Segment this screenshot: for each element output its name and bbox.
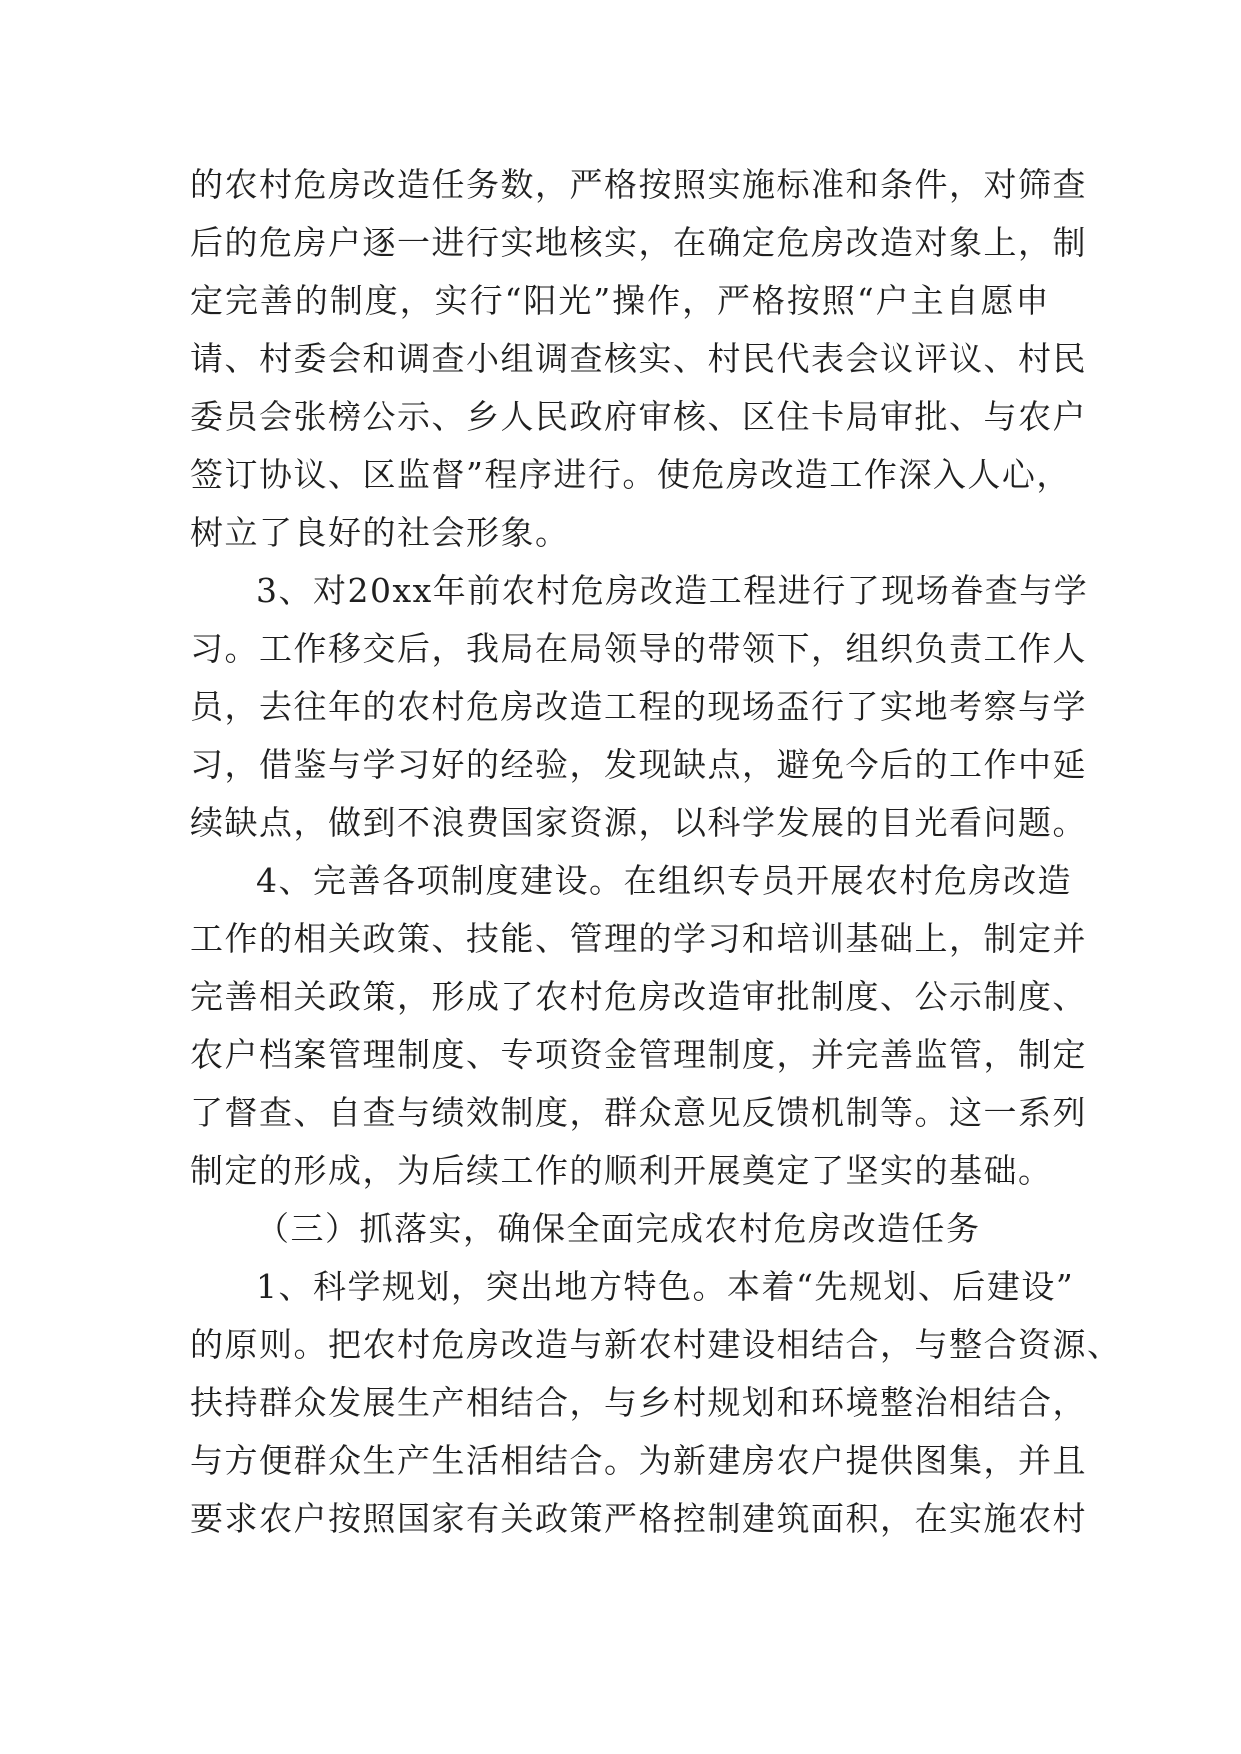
- text-line: 员，去往年的农村危房改造工程的现场盃行了实地考察与学: [190, 687, 1087, 726]
- text-line: 工作的相关政策、技能、管理的学习和培训基础上，制定并: [190, 919, 1087, 958]
- text-line: 扶持群众发展生产相结合，与乡村规划和环境整治相结合，: [190, 1383, 1087, 1422]
- text-line: 签订协议、区监督”程序进行。使危房改造工作深入人心，: [190, 455, 1071, 494]
- text-line: 请、村委会和调查小组调查核实、村民代表会议评议、村民: [190, 339, 1087, 378]
- text-line: 续缺点，做到不浪费国家资源，以科学发展的目光看问题。: [190, 803, 1087, 842]
- text-line: 的农村危房改造任务数，严格按照实施标准和条件，对筛查: [190, 165, 1087, 204]
- text-line: 树立了良好的社会形象。: [190, 513, 570, 552]
- text-line: 习。工作移交后，我局在局领导的带领下，组织负责工作人: [190, 629, 1087, 668]
- text-line: 委员会张榜公示、乡人民政府审核、区住卡局审批、与农户: [190, 397, 1087, 436]
- text-line: 后的危房户逐一进行实地核实，在确定危房改造对象上，制: [190, 223, 1087, 262]
- text-line: 定完善的制度，实行“阳光”操作，严格按照“户主自愿申: [190, 281, 1050, 320]
- text-line: 与方便群众生产生活相结合。为新建房农户提供图集，并且: [190, 1441, 1087, 1480]
- text-line: 要求农户按照国家有关政策严格控制建筑面积，在实施农村: [190, 1499, 1087, 1538]
- paragraph-start-line: 4、完善各项制度建设。在组织专员开展农村危房改造: [256, 861, 1072, 900]
- text-line: 习，借鉴与学习好的经验，发现缺点，避免今后的工作中延: [190, 745, 1087, 784]
- section-heading: （三）抓落实，确保全面完成农村危房改造任务: [256, 1209, 981, 1248]
- text-line: 制定的形成，为后续工作的顺利开展奠定了坚实的基础。: [190, 1151, 1053, 1190]
- text-line: 完善相关政策，形成了农村危房改造审批制度、公示制度、: [190, 977, 1087, 1016]
- text-line: 了督查、自查与绩效制度，群众意见反馈机制等。这一系列: [190, 1093, 1087, 1132]
- text-line: 农户档案管理制度、专项资金管理制度，并完善监管，制定: [190, 1035, 1087, 1074]
- paragraph-start-line: 3、对20xx年前农村危房改造工程进行了现场眷查与学: [256, 571, 1089, 610]
- text-line: 的原则。把农村危房改造与新农村建设相结合，与整合资源、: [190, 1325, 1122, 1364]
- body-text: [190, 156, 1122, 1548]
- paragraph-start-line: 1、科学规划，突出地方特色。本着“先规划、后建设”: [256, 1267, 1075, 1306]
